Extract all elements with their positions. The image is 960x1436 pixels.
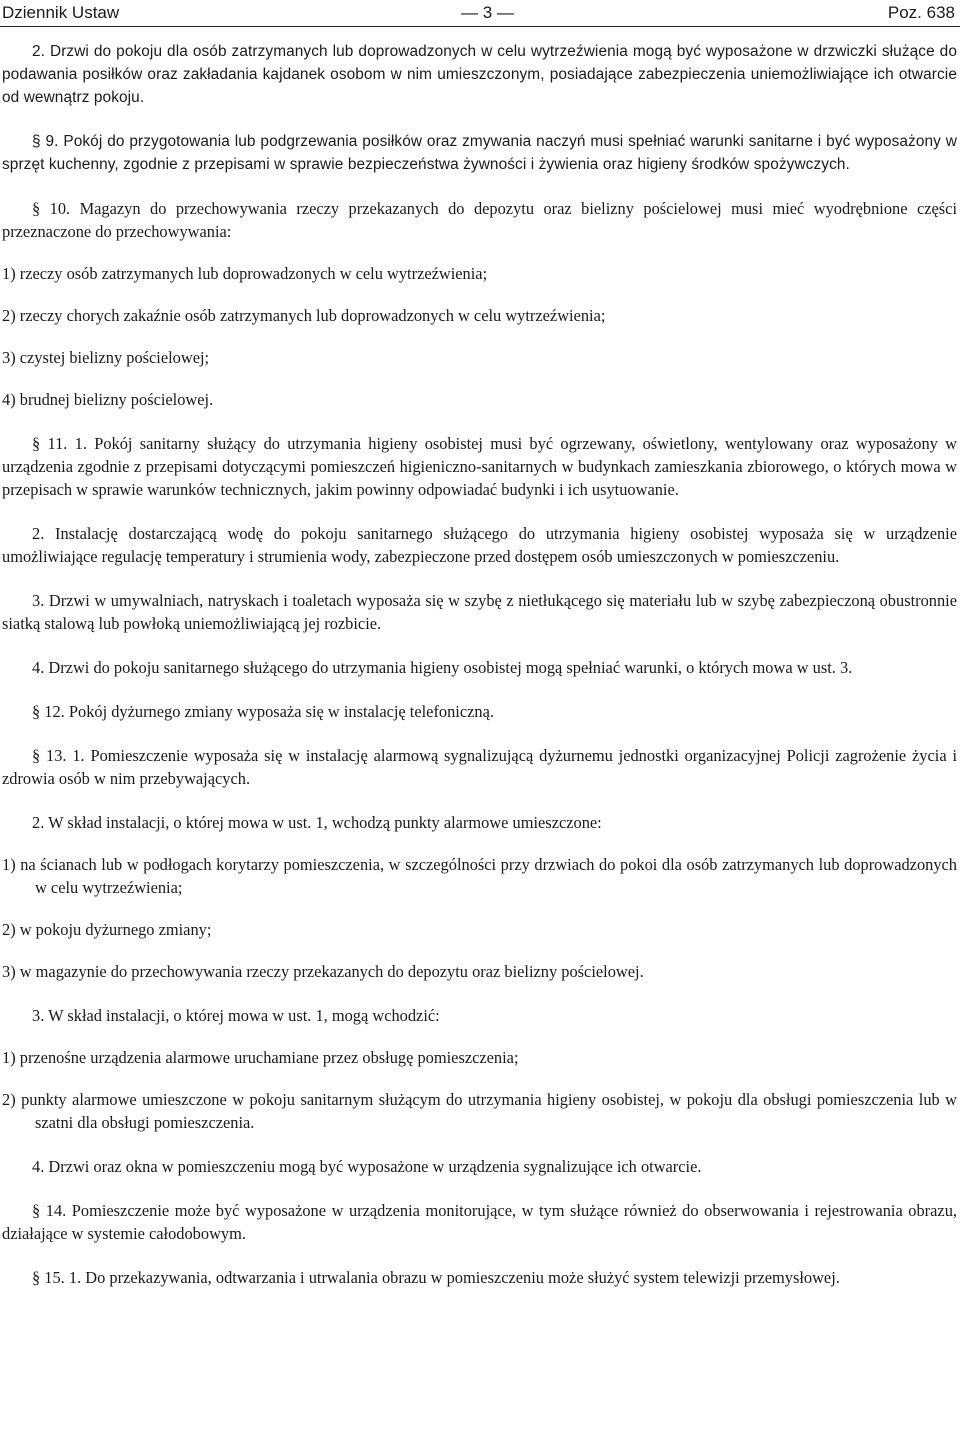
paragraph-11-1: § 11. 1. Pokój sanitarny służący do utrzymania higieny osobistej musi być ogrzewany, oświetlony, wentylowany oraz wyposażony w urządzenia zgodnie z przepisami dotyczącymi pomieszczeń higieniczno-sanitarnych w budynkach zamieszkania zbiorowego, o których mowa w przepisach w sprawie warunków technicznych, jakim powinny odpowiadać budynki i ich usytuowanie. [2,434,957,499]
journal-title: Dziennik Ustaw [2,3,120,22]
paragraph-14: § 14. Pomieszczenie może być wyposażone w urządzenia monitorujące, w tym służące również do obserwowania i rejestrowania obrazu, działające w systemie całodobowym. [2,1201,957,1243]
list-item: 3) w magazynie do przechowywania rzeczy przekazanych do depozytu oraz bielizny pościelowej. [2,962,644,981]
list-item: 3) czystej bielizny pościelowej; [2,348,210,367]
page-header [0,0,960,27]
paragraph-10: § 10. Magazyn do przechowywania rzeczy przekazanych do depozytu oraz bielizny pościelowej musi mieć wyodrębnione części przeznaczone do przechowywania: [2,199,957,241]
list-item: 1) na ścianach lub w podłogach korytarzy pomieszczenia, w szczególności przy drzwiach do pokoi dla osób zatrzymanych lub doprowadzonych w celu wytrzeźwienia; [2,855,957,897]
list-item: 4) brudnej bielizny pościelowej. [2,390,214,409]
paragraph-11-2: 2. Instalację dostarczającą wodę do pokoju sanitarnego służącego do utrzymania higieny osobistej wyposaża się w urządzenie umożliwiające regulację temperatury i strumienia wody, zabezpieczone przed dostępem osób umieszczonych w pomieszczeniu. [2,524,957,566]
paragraph-8-2: 2. Drzwi do pokoju dla osób zatrzymanych lub doprowadzonych w celu wytrzeźwienia mogą być wyposażone w drzwiczki służące do podawania posiłków oraz zakładania kajdanek osobom w nim umieszczonym, posiadające zabezpieczenia uniemożliwiające ich otwarcie od wewnątrz pokoju. [2,43,957,106]
list-item: 2) rzeczy chorych zakaźnie osób zatrzymanych lub doprowadzonych w celu wytrzeźwienia; [2,306,606,325]
paragraph-13-3: 3. W skład instalacji, o której mowa w ust. 1, mogą wchodzić: [32,1006,440,1025]
list-item: 1) rzeczy osób zatrzymanych lub doprowadzonych w celu wytrzeźwienia; [2,264,488,283]
list-item: 2) w pokoju dyżurnego zmiany; [2,920,212,939]
list-item: 1) przenośne urządzenia alarmowe uruchamiane przez obsługę pomieszczenia; [2,1048,519,1067]
paragraph-13-1: § 13. 1. Pomieszczenie wyposaża się w instalację alarmową sygnalizującą dyżurnemu jednostki organizacyjnej Policji zagrożenie życia i zdrowia osób w nim przebywających. [2,746,957,788]
paragraph-11-4: 4. Drzwi do pokoju sanitarnego służącego do utrzymania higieny osobistej mogą spełniać warunki, o których mowa w ust. 3. [32,658,853,677]
paragraph-9: § 9. Pokój do przygotowania lub podgrzewania posiłków oraz zmywania naczyń musi spełniać warunki sanitarne i być wyposażony w sprzęt kuchenny, zgodnie z przepisami w sprawie bezpieczeństwa żywności i żywienia oraz higieny środków spożywczych. [2,133,957,173]
position-number: Poz. 638 [887,3,955,22]
paragraph-11-3: 3. Drzwi w umywalniach, natryskach i toaletach wyposaża się w szybę z nietłukącego się materiału lub w szybę zabezpieczoną obustronnie siatką stalową lub powłoką uniemożliwiającą jej rozbicie. [2,591,957,633]
paragraph-13-2: 2. W skład instalacji, o której mowa w ust. 1, wchodzą punkty alarmowe umieszczone: [32,813,602,832]
paragraph-12: § 12. Pokój dyżurnego zmiany wyposaża się w instalację telefoniczną. [32,702,494,721]
paragraph-15-1: § 15. 1. Do przekazywania, odtwarzania i utrwalania obrazu w pomieszczeniu może służyć system telewizji przemysłowej. [32,1268,840,1287]
list-item: 2) punkty alarmowe umieszczone w pokoju sanitarnym służącym do utrzymania higieny osobistej, w pokoju dla obsługi pomieszczenia lub w szatni dla obsługi pomieszczenia. [2,1090,957,1132]
page-number: — 3 — [461,3,514,22]
document-body [2,40,957,1289]
paragraph-13-4: 4. Drzwi oraz okna w pomieszczeniu mogą być wyposażone w urządzenia sygnalizujące ich otwarcie. [32,1157,702,1176]
